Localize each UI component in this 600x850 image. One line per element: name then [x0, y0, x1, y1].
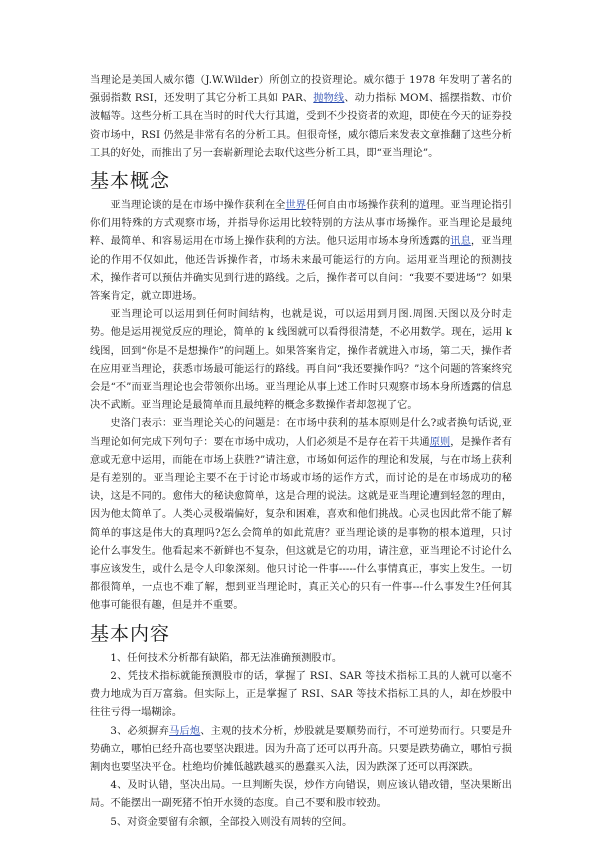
contents-item-2: 2、凭技术指标就能预测股市的话，掌握了 RSI、SAR 等技术指标工具的人就可以毫不费力地成为百万富翁。但实际上，正是掌握了 RSI、SAR 等技术指标工具的人，却在炒股中往往亏得一塌糊涂。: [90, 670, 512, 719]
principle-link[interactable]: 原则: [429, 436, 451, 448]
parabola-link[interactable]: 抛物线: [313, 93, 345, 105]
hindsight-link[interactable]: 马后炮: [169, 725, 201, 737]
contents-item-1: 1、任何技术分析都有缺陷，都无法准确预测股市。: [110, 652, 343, 664]
contents-item-5: 5、对资金要留有余额，全部投入则没有周转的空间。: [110, 816, 353, 828]
concepts-paragraph-2: 亚当理论可以运用到任何时间结构，也就是说，可以运用到月图.周图.天图以及分时走势。他是运用视觉反应的理论，简单的 k 线图就可以看得很清楚，不必用数学。现在，运用 k 线图，回到“你是不是想操作”的问题上。如果答案肯定，操作者就进入市场，第二天，操作者在应用亚当理论，获悉市场最可能运行的路线。再自问“我还要操作吗？”这个问题的答案终究会是“不”而亚当理论也会带领你出场。亚当理论从事上述工作时只观察市场本身所透露的信息决不武断。亚当理论是最简单而且最纯粹的概念多数操作者却忽视了它。: [90, 309, 512, 412]
concepts-p1-text-a: 亚当理论谈的是在市场中操作获利在全: [110, 200, 286, 212]
concepts-p1-text-b: 任何自由市场操作获利的道理。亚当理论指引你们用特殊的方式观察市场，并指导你运用比较特别的方法从事市场操作。亚当理论是最纯粹、最简单、和容易运用在市场上操作获利的方法。他只运用市场本身所透露的: [90, 200, 512, 248]
concepts-paragraph-1: [90, 197, 512, 306]
contents-item-3-text-a: 3、必须摒弃: [110, 725, 170, 737]
concepts-paragraph-3: [90, 415, 512, 615]
concepts-p3-text-a: 史洛门表示：亚当理论关心的问题是：在市场中获利的基本原则是什么?或者换句话说,亚当理论如何完成下列句子：要在市场中成功，人们必须是不是存在若干共通: [90, 418, 512, 448]
concepts-p1-text-c: ，亚当理论的作用不仅如此，他还告诉操作者，市场未来最可能运行的方向。运用亚当理论的预测技术，操作者可以预估并确实见到行进的路线。之后，操作者可以自问：“我要不要进场”？如果答案肯定，就立即进场。: [90, 236, 512, 303]
concepts-p3-text-b: ，是操作者有意或无意中运用，而能在市场上获胜?”请注意，市场如何运作的理论和发展，与在市场上获利是有差别的。亚当理论主要不在于讨论市场或市场的运作方式，而讨论的是在市场成功的秘诀，这是不同的。愈伟大的秘诀愈简单，这是合理的说法。这就是亚当理论遭到轻忽的理由，因为他太简单了。人类心灵极端偏好，复杂和困难，喜欢和他们挑战。心灵也因此常不能了解简单的事这是伟大的真理吗?怎么会简单的如此荒唐？亚当理论谈的是事物的根本道理，只讨论什么事发生。他看起来不新鲜也不复杂，但这就是它的功用，请注意，亚当理论不讨论什么事应该发生，或什么是令人印象深刻。他只讨论一件事-----什么事情真正，事实上发生。一切都很简单，一点也不难了解，想到亚当理论时，真正关心的只有一件事---什么事发生?任何其他事可能很有趣，但是并不重要。: [90, 436, 512, 612]
intro-text-2: 、动力指标 MOM、摇摆指数、市价波幅等。这些分析工具在当时的时代大行其道，受到不少投资者的欢迎，即使在今天的证券投资市场中，RSI 仍然是非常有名的分析工具。但很奇怪，威尔德后来发表文章推翻了这些分析工具的好处，而推出了另一套崭新理论去取代这些分析工具，即“亚当理论”。: [90, 93, 512, 159]
world-link[interactable]: 世界: [285, 200, 307, 212]
message-link[interactable]: 讯息: [450, 236, 471, 248]
contents-item-4: 4、及时认错，坚决出局。一旦判断失误，炒作方向错误，则应该认错改错，坚决果断出局。不能摆出一副死猪不怕开水烫的态度。自己不要和股市较劲。: [90, 780, 512, 810]
intro-paragraph: [90, 72, 512, 163]
intro-text-1: 当理论是美国人威尔德（J.W.Wilder）所创立的投资理论。威尔德于 1978 年发明了著名的强弱指数 RSI，还发明了其它分析工具如 PAR、: [90, 75, 512, 105]
section-heading-basic-contents: 基本内容: [90, 622, 171, 645]
contents-item-3-text-b: 、主观的技术分析，炒股就是要顺势而行，不可逆势而行。只要是升势确立，哪怕已经升高也要坚决跟进。因为升高了还可以再升高。只要是跌势确立，哪怕亏损割肉也要坚决平仓。杜绝均价摊低越跌越买的愚蠢买入法，因为跌深了还可以再深跌。: [90, 725, 513, 773]
section-heading-basic-concepts: 基本概念: [90, 170, 171, 193]
contents-item-3: [90, 723, 512, 778]
